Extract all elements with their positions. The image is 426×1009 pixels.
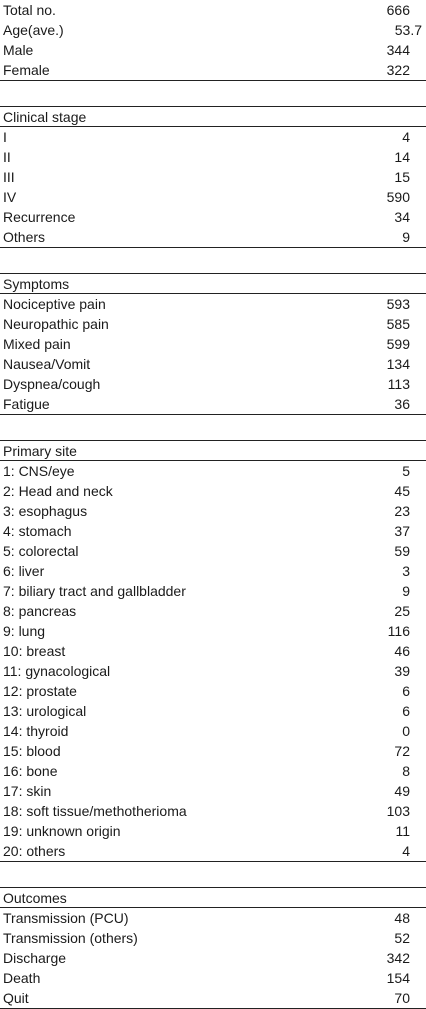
- section-symptoms: [0, 273, 426, 415]
- row-value: 59: [394, 543, 410, 559]
- row-value: 37: [394, 523, 410, 539]
- row-value: 36: [394, 396, 410, 412]
- row-label: Death: [3, 970, 41, 986]
- table-row: [0, 394, 426, 414]
- row-label: 10: breast: [3, 643, 66, 659]
- table-row: [0, 561, 426, 581]
- row-label: Nociceptive pain: [3, 296, 106, 312]
- row-value: 9: [402, 583, 410, 599]
- row-label: IV: [3, 189, 17, 205]
- row-label: Discharge: [3, 950, 67, 966]
- row-label: 13: urological: [3, 703, 87, 719]
- table-row: [0, 988, 426, 1008]
- section-demographics: [0, 0, 426, 81]
- row-label: 2: Head and neck: [3, 483, 113, 499]
- row-label: 1: CNS/eye: [3, 463, 75, 479]
- table-row: [0, 334, 426, 354]
- row-label: 20: others: [3, 843, 66, 859]
- row-value: 322: [386, 62, 410, 78]
- section-title: Clinical stage: [3, 109, 87, 125]
- row-value: 0: [402, 723, 410, 739]
- row-value: 599: [386, 336, 410, 352]
- table-row: [0, 501, 426, 521]
- section-title: Primary site: [3, 443, 77, 459]
- row-label: 17: skin: [3, 783, 52, 799]
- row-label: Male: [3, 42, 34, 58]
- section-header: [0, 441, 426, 461]
- row-value: 70: [394, 990, 410, 1006]
- row-label: Age(ave.): [3, 22, 64, 38]
- row-label: Female: [3, 62, 50, 78]
- table-row: [0, 661, 426, 681]
- row-label: 19: unknown origin: [3, 823, 121, 839]
- row-value: 23: [394, 503, 410, 519]
- table-row: [0, 314, 426, 334]
- table-row: [0, 147, 426, 167]
- row-value: 666: [386, 2, 410, 18]
- row-value: 14: [394, 149, 410, 165]
- row-label: 16: bone: [3, 763, 58, 779]
- section-title: Outcomes: [3, 890, 67, 906]
- row-label: 15: blood: [3, 743, 61, 759]
- row-value: 3: [402, 563, 410, 579]
- table-row: [0, 581, 426, 601]
- row-label: II: [3, 149, 11, 165]
- row-label: Dyspnea/cough: [3, 376, 101, 392]
- row-value: 6: [402, 703, 410, 719]
- row-value: 590: [386, 189, 410, 205]
- table-row: [0, 621, 426, 641]
- table-row: [0, 374, 426, 394]
- row-label: 7: biliary tract and gallbladder: [3, 583, 186, 599]
- table-row: [0, 187, 426, 207]
- table-row: [0, 641, 426, 661]
- table-row: [0, 40, 426, 60]
- section-header: [0, 888, 426, 908]
- table-row: [0, 60, 426, 80]
- table-row: [0, 521, 426, 541]
- table-row: [0, 127, 426, 147]
- table-row: [0, 801, 426, 821]
- row-label: Mixed pain: [3, 336, 71, 352]
- row-value: 45: [394, 483, 410, 499]
- table-row: [0, 761, 426, 781]
- row-label: Fatigue: [3, 396, 50, 412]
- row-value: 8: [402, 763, 410, 779]
- row-value: 34: [394, 209, 410, 225]
- row-value: 53.7: [394, 22, 422, 38]
- table-row: [0, 20, 426, 40]
- row-value: 25: [394, 603, 410, 619]
- table-row: [0, 294, 426, 314]
- row-label: Recurrence: [3, 209, 76, 225]
- row-value: 5: [402, 463, 410, 479]
- row-value: 585: [386, 316, 410, 332]
- table-row: [0, 841, 426, 861]
- row-label: 9: lung: [3, 623, 46, 639]
- table-row: [0, 821, 426, 841]
- table-row: [0, 948, 426, 968]
- row-label: Transmission (PCU): [3, 910, 129, 926]
- table-row: [0, 461, 426, 481]
- row-value: 344: [386, 42, 410, 58]
- table-row: [0, 207, 426, 227]
- row-label: Quit: [3, 990, 29, 1006]
- row-label: 5: colorectal: [3, 543, 79, 559]
- row-value: 4: [402, 129, 410, 145]
- row-value: 48: [394, 910, 410, 926]
- row-label: Transmission (others): [3, 930, 138, 946]
- row-label: 12: prostate: [3, 683, 77, 699]
- table-row: [0, 167, 426, 187]
- row-value: 134: [386, 356, 410, 372]
- row-value: 52: [394, 930, 410, 946]
- row-value: 116: [387, 623, 410, 639]
- table-row: [0, 741, 426, 761]
- section-header: [0, 274, 426, 294]
- row-label: I: [3, 129, 7, 145]
- row-label: Total no.: [3, 2, 56, 18]
- row-label: 11: gynacological: [3, 663, 111, 679]
- table-row: [0, 781, 426, 801]
- row-value: 11: [395, 823, 410, 839]
- row-value: 6: [402, 683, 410, 699]
- row-label: Neuropathic pain: [3, 316, 109, 332]
- table-row: [0, 721, 426, 741]
- row-label: Others: [3, 229, 46, 245]
- section-header: [0, 107, 426, 127]
- row-value: 49: [394, 783, 410, 799]
- section-title: Symptoms: [3, 276, 70, 292]
- section-outcomes: [0, 887, 426, 1009]
- row-label: Nausea/Vomit: [3, 356, 91, 372]
- table-row: [0, 681, 426, 701]
- row-label: 18: soft tissue/methotherioma: [3, 803, 187, 819]
- table-row: [0, 928, 426, 948]
- table-row: [0, 481, 426, 501]
- row-label: 14: thyroid: [3, 723, 69, 739]
- row-label: III: [3, 169, 15, 185]
- row-label: 6: liver: [3, 563, 45, 579]
- row-label: 4: stomach: [3, 523, 72, 539]
- row-value: 46: [394, 643, 410, 659]
- table-row: [0, 968, 426, 988]
- row-value: 4: [402, 843, 410, 859]
- table-row: [0, 541, 426, 561]
- table-row: [0, 601, 426, 621]
- row-value: 15: [394, 169, 410, 185]
- row-value: 113: [387, 376, 410, 392]
- section-primary-site: [0, 440, 426, 862]
- table-row: [0, 0, 426, 20]
- row-value: 154: [386, 970, 410, 986]
- table-row: [0, 354, 426, 374]
- table-row: [0, 908, 426, 928]
- row-value: 342: [386, 950, 410, 966]
- row-value: 39: [394, 663, 410, 679]
- table-row: [0, 701, 426, 721]
- row-label: 3: esophagus: [3, 503, 88, 519]
- section-clinical-stage: [0, 106, 426, 248]
- row-value: 593: [386, 296, 410, 312]
- row-value: 103: [386, 803, 410, 819]
- row-value: 72: [394, 743, 410, 759]
- row-label: 8: pancreas: [3, 603, 77, 619]
- row-value: 9: [402, 229, 410, 245]
- table-row: [0, 227, 426, 247]
